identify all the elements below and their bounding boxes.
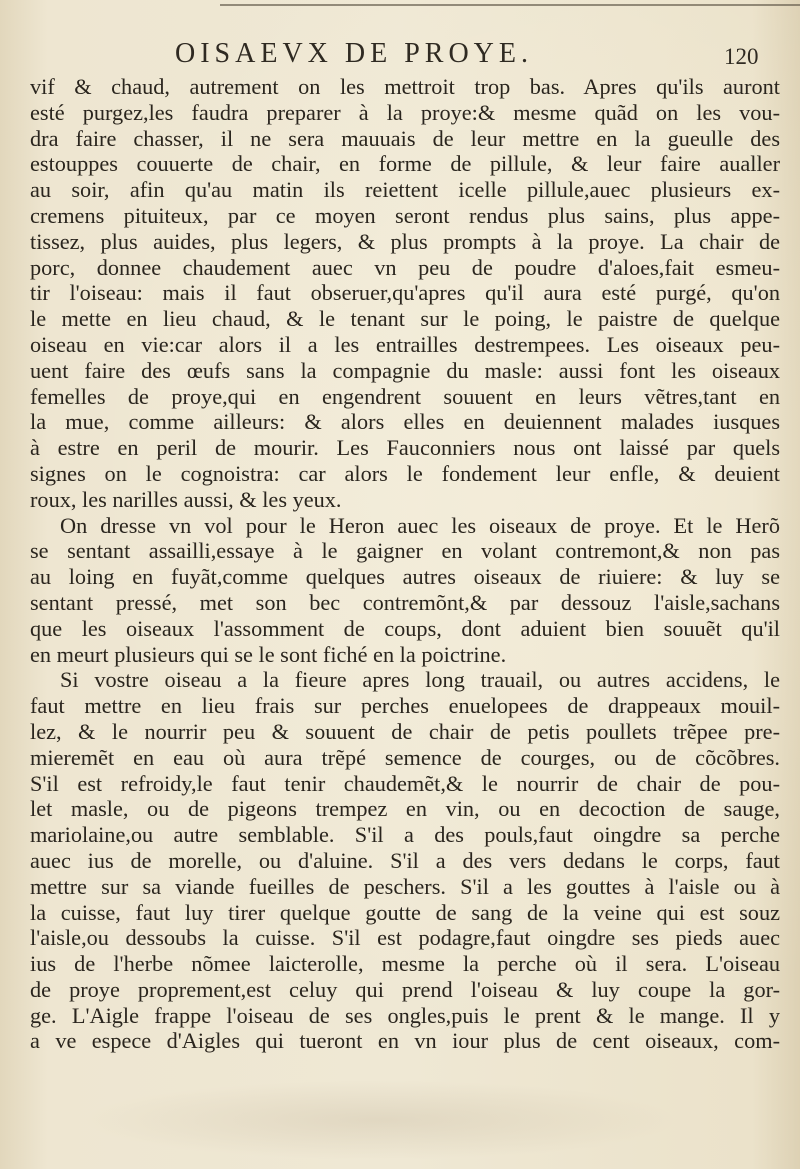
text-line: signes on le cognoistra: car alors le fondement leur enfle, & deuient (30, 460, 780, 486)
text-line: cremens pituiteux, par ce moyen seront rendus plus sains, plus appe- (30, 202, 780, 228)
text-line: mariolaine,ou autre semblable. S'il a des pouls,faut oingdre sa perche (30, 822, 780, 848)
text-line: let masle, ou de pigeons trempez en vin, ou en decoction de sauge, (30, 796, 780, 822)
text-line: tir l'oiseau: mais il faut obseruer,qu'apres qu'il aura esté purgé, qu'on (30, 280, 780, 306)
text-line: oiseau en vie:car alors il a les entrailles destrempees. Les oiseaux peu- (30, 331, 780, 357)
text-line: vif & chaud, autrement on les mettroit trop bas. Apres qu'ils auront (30, 74, 780, 99)
text-line: de proye proprement,est celuy qui prend l'oiseau & luy coupe la gor- (30, 976, 780, 1002)
text-line: femelles de proye,qui en engendrent souuent en leurs vẽtres,tant en (30, 383, 780, 409)
text-line: On dresse vn vol pour le Heron auec les oiseaux de proye. Et le Herõ (60, 512, 780, 538)
text-line: l'aisle,ou dessoubs la cuisse. S'il est podagre,faut oingdre ses pieds auec (30, 925, 780, 951)
text-line: se sentant assailli,essaye à le gaigner en volant contremont,& non pas (30, 538, 780, 564)
text-line: porc, donnee chaudement auec vn peu de poudre d'aloes,fait esmeu- (30, 254, 780, 280)
text-line: S'il est refroidy,le faut tenir chaudemẽt,& le nourrir de chair de pou- (30, 770, 780, 796)
running-head (0, 38, 800, 72)
text-line: ge. L'Aigle frappe l'oiseau de ses ongles,puis le prent & le mange. Il y (30, 1002, 780, 1028)
text-line: à estre en peril de mourir. Les Fauconniers nous ont laissé par quels (30, 435, 780, 461)
text-line: le mette en lieu chaud, & le tenant sur le poing, le paistre de quelque (30, 306, 780, 332)
text-line: mettre sur sa viande fueilles de peschers. S'il a les gouttes à l'aisle ou à (30, 873, 780, 899)
text-line: mieremẽt en eau où aura trẽpé semence de courges, ou de cõcõbres. (30, 744, 780, 770)
text-line: a ve espece d'Aigles qui tueront en vn iour plus de cent oiseaux, com- (30, 1028, 780, 1054)
top-rule (220, 4, 800, 6)
text-line: sentant pressé, met son bec contremõnt,& par dessouz l'aisle,sachans (30, 589, 780, 615)
text-line: faut mettre en lieu frais sur perches enuelopees de drappeaux mouil- (30, 693, 780, 719)
page-number: 120 (724, 44, 759, 69)
text-line: tissez, plus auides, plus legers, & plus prompts à la proye. La chair de (30, 228, 780, 254)
text-line: lez, & le nourrir peu & souuent de chair de petis poullets trẽpee pre- (30, 718, 780, 744)
page-stain (80, 1080, 680, 1160)
text-line: dra faire chasser, il ne sera mauuais de leur mettre en la gueulle des (30, 125, 780, 151)
text-line: auec ius de morelle, ou d'aluine. S'il a des vers dedans le corps, faut (30, 847, 780, 873)
body-text (30, 74, 780, 1054)
text-line: au loing en fuyãt,comme quelques autres oiseaux de riuiere: & luy se (30, 564, 780, 590)
running-title: OISAEVX DE PROYE. (175, 38, 533, 69)
text-line: uent faire des œufs sans la compagnie du masle: aussi font les oiseaux (30, 357, 780, 383)
text-line: en meurt plusieurs qui se le sont fiché en la poictrine. (30, 641, 507, 667)
text-line: ius de l'herbe nõmee laicterolle, mesme la perche où il sera. L'oiseau (30, 951, 780, 977)
text-line: Si vostre oiseau a la fieure apres long trauail, ou autres accidens, le (60, 667, 780, 693)
text-line: la mue, comme ailleurs: & alors elles en deuiennent malades iusques (30, 409, 780, 435)
text-line: estouppes couuerte de chair, en forme de pillule, & leur faire aualler (30, 151, 780, 177)
text-line: esté purgez,les faudra preparer à la proye:& mesme quãd on les vou- (30, 99, 780, 125)
text-line: au soir, afin qu'au matin ils reiettent icelle pillule,auec plusieurs ex- (30, 177, 780, 203)
text-line: que les oiseaux l'assomment de coups, dont aduient bien souuẽt qu'il (30, 615, 780, 641)
text-line: roux, les narilles aussi, & les yeux. (30, 486, 342, 512)
text-line: la cuisse, faut luy tirer quelque goutte de sang de la veine qui est souz (30, 899, 780, 925)
